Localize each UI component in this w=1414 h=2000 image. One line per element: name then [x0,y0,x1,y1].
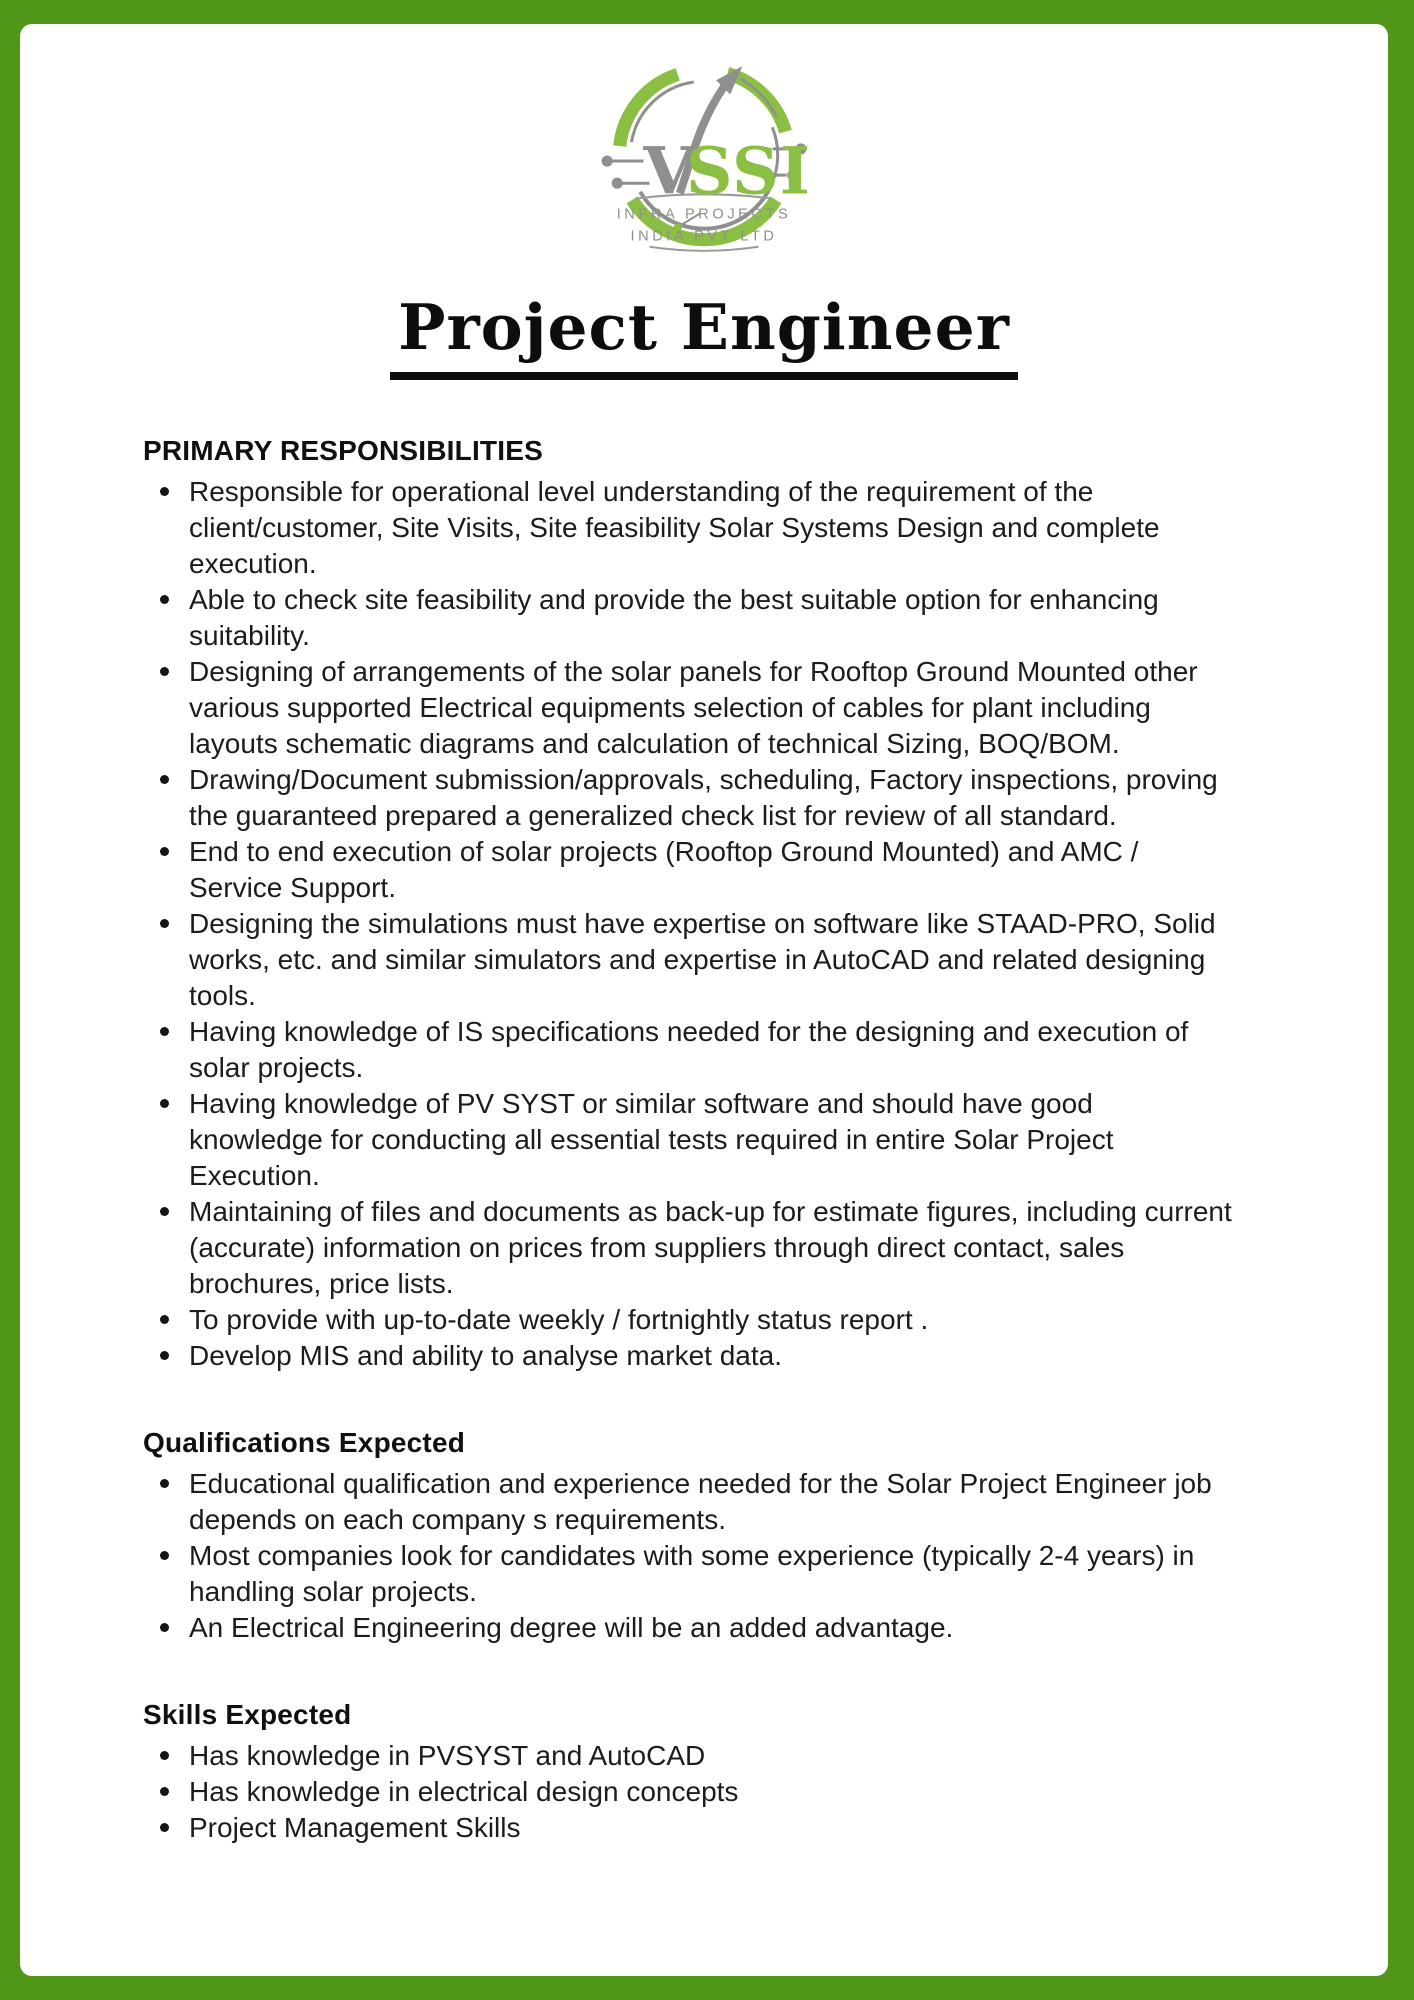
list-item [143,654,1233,762]
logo-monogram-ssi: SSI [685,133,811,210]
list-item-text: Responsible for operational level understanding of the requirement of the client/customer, Site Visits, Site feasibility Solar Systems Design and complete execution. [189,476,1160,580]
logo-line1: INFRA PROJECTS [616,206,792,223]
list-item [143,1810,1233,1846]
bullet-icon [160,775,169,784]
list-item [143,1774,1233,1810]
list-item-text: Maintaining of files and documents as back-up for estimate figures, including current (accurate) information on prices from suppliers through direct contact, sales brochures, price lists. [189,1196,1232,1300]
list-item-text: Drawing/Document submission/approvals, scheduling, Factory inspections, proving the guaranteed prepared a generalized check list for review of all standard. [189,764,1218,832]
section-heading: PRIMARY RESPONSIBILITIES [143,435,543,467]
title-underline [390,372,1018,380]
bullet-list [143,1738,1233,1846]
bullet-list [143,1466,1233,1646]
bullet-icon [160,1551,169,1560]
logo-line2: INDIA PVT LTD [630,228,778,245]
bullet-icon [160,1351,169,1360]
bullet-icon [160,1787,169,1796]
list-item [143,1466,1233,1538]
section [143,1426,1248,1646]
logo-monogram-v: V [643,133,694,210]
list-item-text: Project Management Skills [189,1812,521,1844]
bullet-icon [160,1027,169,1036]
list-item-text: Having knowledge of IS specifications needed for the designing and execution of solar projects. [189,1016,1189,1084]
bullet-icon [160,487,169,496]
job-description [20,380,1388,1846]
section [143,434,1248,1374]
list-item [143,1194,1233,1302]
list-item [143,762,1233,834]
bullet-list [143,474,1233,1374]
list-item [143,1302,1233,1338]
list-item-text: Has knowledge in electrical design concepts [189,1776,739,1808]
list-item [143,1738,1233,1774]
list-item-text: Has knowledge in PVSYST and AutoCAD [189,1740,706,1772]
list-item-text: To provide with up-to-date weekly / fortnightly status report . [189,1304,929,1336]
bullet-icon [160,595,169,604]
section-heading: Skills Expected [143,1699,352,1731]
list-item [143,906,1233,1014]
bullet-icon [160,847,169,856]
list-item [143,582,1233,654]
bullet-icon [160,1315,169,1324]
list-item [143,1338,1233,1374]
list-item-text: Designing of arrangements of the solar panels for Rooftop Ground Mounted other various supported Electrical equipments selection of cables for plant including layouts schematic diagrams and calculation of technical Sizing, BOQ/BOM. [189,656,1198,760]
list-item [143,1538,1233,1610]
section-heading: Qualifications Expected [143,1427,466,1459]
list-item-text: An Electrical Engineering degree will be an added advantage. [189,1612,954,1644]
list-item-text: Develop MIS and ability to analyse market data. [189,1340,782,1372]
document-page [20,24,1388,1976]
bullet-icon [160,1207,169,1216]
list-item [143,1014,1233,1086]
list-item-text: Designing the simulations must have expertise on software like STAAD-PRO, Solid works, etc. and similar simulators and expertise in AutoCAD and related designing tools. [189,908,1216,1012]
company-logo [20,24,1388,265]
list-item [143,474,1233,582]
list-item-text: Having knowledge of PV SYST or similar software and should have good knowledge for conducting all essential tests required in entire Solar Project Execution. [189,1088,1114,1192]
bullet-icon [160,1099,169,1108]
list-item [143,1086,1233,1194]
vssi-logo-icon [593,58,815,260]
list-item-text: Able to check site feasibility and provide the best suitable option for enhancing suitability. [189,584,1159,652]
bullet-icon [160,667,169,676]
page-title: Project Engineer [398,290,1010,364]
list-item [143,834,1233,906]
bullet-icon [160,1479,169,1488]
list-item-text: Educational qualification and experience needed for the Solar Project Engineer job depends on each company s requirements. [189,1468,1212,1536]
bullet-icon [160,1623,169,1632]
bullet-icon [160,919,169,928]
list-item-text: Most companies look for candidates with some experience (typically 2-4 years) in handling solar projects. [189,1540,1195,1608]
bullet-icon [160,1823,169,1832]
list-item [143,1610,1233,1646]
bullet-icon [160,1751,169,1760]
list-item-text: End to end execution of solar projects (Rooftop Ground Mounted) and AMC / Service Support. [189,836,1139,904]
section [143,1698,1248,1846]
